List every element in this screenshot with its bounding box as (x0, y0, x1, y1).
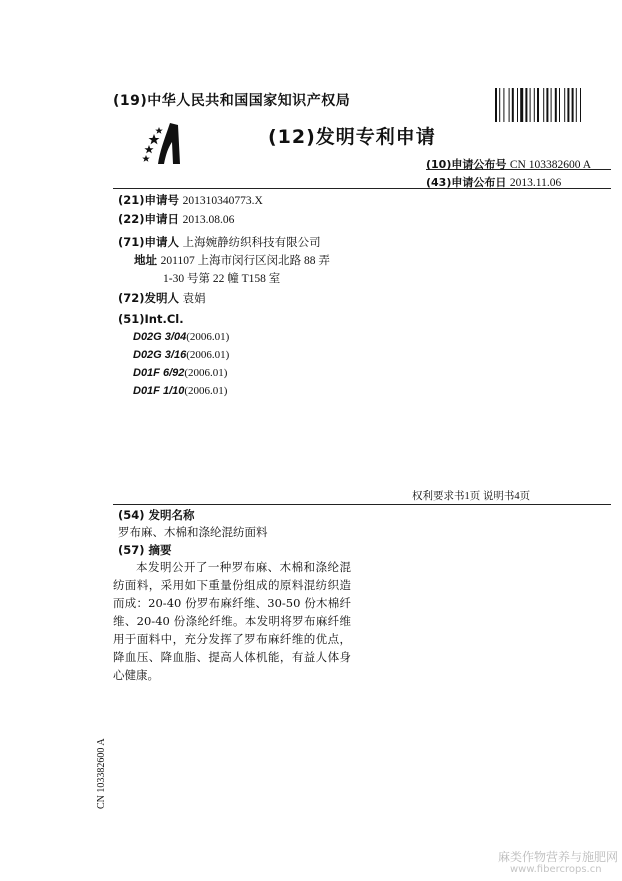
applicant (118, 234, 321, 251)
pages-note: 权利要求书1页 说明书4页 (412, 491, 531, 502)
application-number (118, 192, 263, 209)
watermark-text: 麻类作物营养与施肥网 (498, 850, 619, 864)
ipc-year: (2006.01) (184, 367, 228, 379)
publication-number-label: (10)申请公布号 (426, 158, 507, 171)
ipc-entry (133, 384, 227, 397)
application-date (118, 211, 234, 228)
application-number-value: 201310340773.X (182, 195, 263, 207)
publication-date-label: (43)申请公布日 (426, 176, 507, 189)
ipc-code: D02G 3/04 (133, 331, 187, 343)
office-header: (19)中华人民共和国国家知识产权局 (113, 93, 351, 109)
int-cl (118, 311, 184, 327)
side-publication-number: CN 103382600 A (96, 738, 107, 809)
invention-name-label: (54) 发明名称 (118, 508, 195, 522)
applicant-label: (71)申请人 (118, 235, 180, 249)
publication-number (426, 156, 591, 172)
cnipa-star-logo-icon (140, 120, 200, 170)
document-type-title: (12)发明专利申请 (268, 126, 436, 148)
ipc-code: D01F 1/10 (133, 385, 185, 397)
application-date-label: (22)申请日 (118, 212, 180, 226)
invention-name-label-row (118, 507, 195, 523)
watermark-url: www.fibercrops.cn (510, 864, 602, 875)
ipc-entry (133, 366, 227, 379)
ipc-entry (133, 348, 229, 361)
publication-number-value: CN 103382600 A (509, 159, 592, 171)
publication-date-value: 2013.11.06 (509, 177, 562, 189)
ipc-year: (2006.01) (186, 331, 230, 343)
applicant-value: 上海婉静纺织科技有限公司 (182, 237, 321, 249)
ipc-year: (2006.01) (184, 385, 228, 397)
inventor-label: (72)发明人 (118, 291, 180, 305)
address (134, 252, 330, 269)
inventor (118, 290, 206, 307)
barcode-icon (495, 88, 613, 122)
ipc-code: D01F 6/92 (133, 367, 185, 379)
application-number-label: (21)申请号 (118, 193, 180, 207)
abstract-label: (57) 摘要 (118, 543, 172, 557)
ipc-code: D02G 3/16 (133, 349, 187, 361)
int-cl-label: (51)Int.Cl. (118, 312, 184, 326)
address-label: 地址 (134, 253, 157, 267)
address-line2 (163, 270, 280, 287)
ipc-entry (133, 330, 229, 343)
ipc-year: (2006.01) (186, 349, 230, 361)
abstract-label-row (118, 542, 172, 558)
divider (113, 188, 611, 189)
invention-name-value: 罗布麻、木棉和涤纶混纺面料 (118, 525, 268, 539)
inventor-value: 袁娟 (182, 293, 206, 305)
divider (113, 504, 611, 505)
abstract-text: 本发明公开了一种罗布麻、木棉和涤纶混纺面料，采用如下重量份组成的原料混纺织造而成：20-40 份罗布麻纤维、30-50 份木棉纤维、20-40 份涤纶纤维。本发明将罗布麻纤维用于面料中，充分发挥了罗布麻纤维的优点，降血压、降血脂、提高人体机能，有益人体身心健康。 (113, 560, 351, 682)
application-date-value: 2013.08.06 (182, 214, 235, 226)
address-line2-value: 1-30 号第 22 幢 T158 室 (163, 273, 281, 285)
address-line1: 201107 上海市闵行区闵北路 88 弄 (160, 255, 330, 267)
